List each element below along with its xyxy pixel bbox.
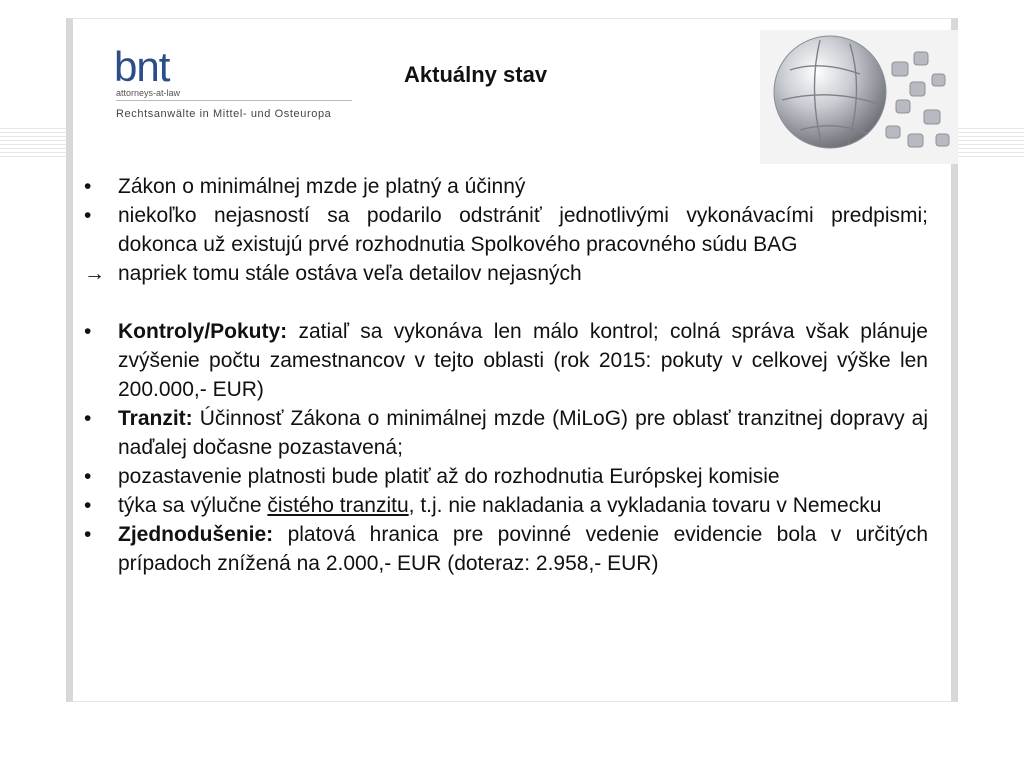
bullet-icon: • bbox=[84, 465, 92, 488]
list-item: • niekoľko nejasností sa podarilo odstrániť jednotlivými vykonávacími predpismi; dokonca už existujú prvé rozhodnutia Spolkového pracovného súdu BAG bbox=[84, 201, 928, 259]
list-item: → napriek tomu stále ostáva veľa detailov nejasných bbox=[84, 259, 928, 288]
bullet-icon: • bbox=[84, 204, 92, 227]
bullet-icon: • bbox=[84, 523, 92, 546]
logo-divider bbox=[116, 100, 352, 101]
slide-title: Aktuálny stav bbox=[404, 62, 548, 87]
bullet-icon: • bbox=[84, 407, 92, 430]
bullet-list bbox=[84, 172, 928, 578]
logo-text: bnt bbox=[114, 43, 170, 90]
bullet-icon: • bbox=[84, 494, 92, 517]
list-item: • Zákon o minimálnej mzde je platný a účinný bbox=[84, 172, 928, 201]
list-item: • pozastavenie platnosti bude platiť až do rozhodnutia Európskej komisie bbox=[84, 462, 928, 491]
list-item: • Zjednodušenie: platová hranica pre povinné vedenie evidencie bola v určitých prípadoch znížená na 2.000,- EUR (doteraz: 2.958,- EUR) bbox=[84, 520, 928, 578]
arrow-icon: → bbox=[84, 262, 105, 285]
logo-subtitle: attorneys-at-law bbox=[116, 88, 181, 98]
list-item: • Tranzit: Účinnosť Zákona o minimálnej mzde (MiLoG) pre oblasť tranzitnej dopravy aj naďalej dočasne pozastavená; bbox=[84, 404, 928, 462]
list-item: • Kontroly/Pokuty: zatiaľ sa vykonáva len málo kontrol; colná správa však plánuje zvýšenie počtu zamestnancov v tejto oblasti (rok 2015: pokuty v celkovej výške len 200.000,- EUR) bbox=[84, 317, 928, 404]
logo-tagline: Rechtsanwälte in Mittel- und Osteuropa bbox=[116, 108, 332, 120]
spacer bbox=[84, 288, 928, 317]
bullet-icon: • bbox=[84, 320, 92, 343]
list-item: • týka sa výlučne čistého tranzitu, t.j. nie nakladania a vykladania tovaru v Nemecku bbox=[84, 491, 928, 520]
globe-puzzle-image bbox=[760, 30, 958, 164]
bullet-icon: • bbox=[84, 175, 92, 198]
